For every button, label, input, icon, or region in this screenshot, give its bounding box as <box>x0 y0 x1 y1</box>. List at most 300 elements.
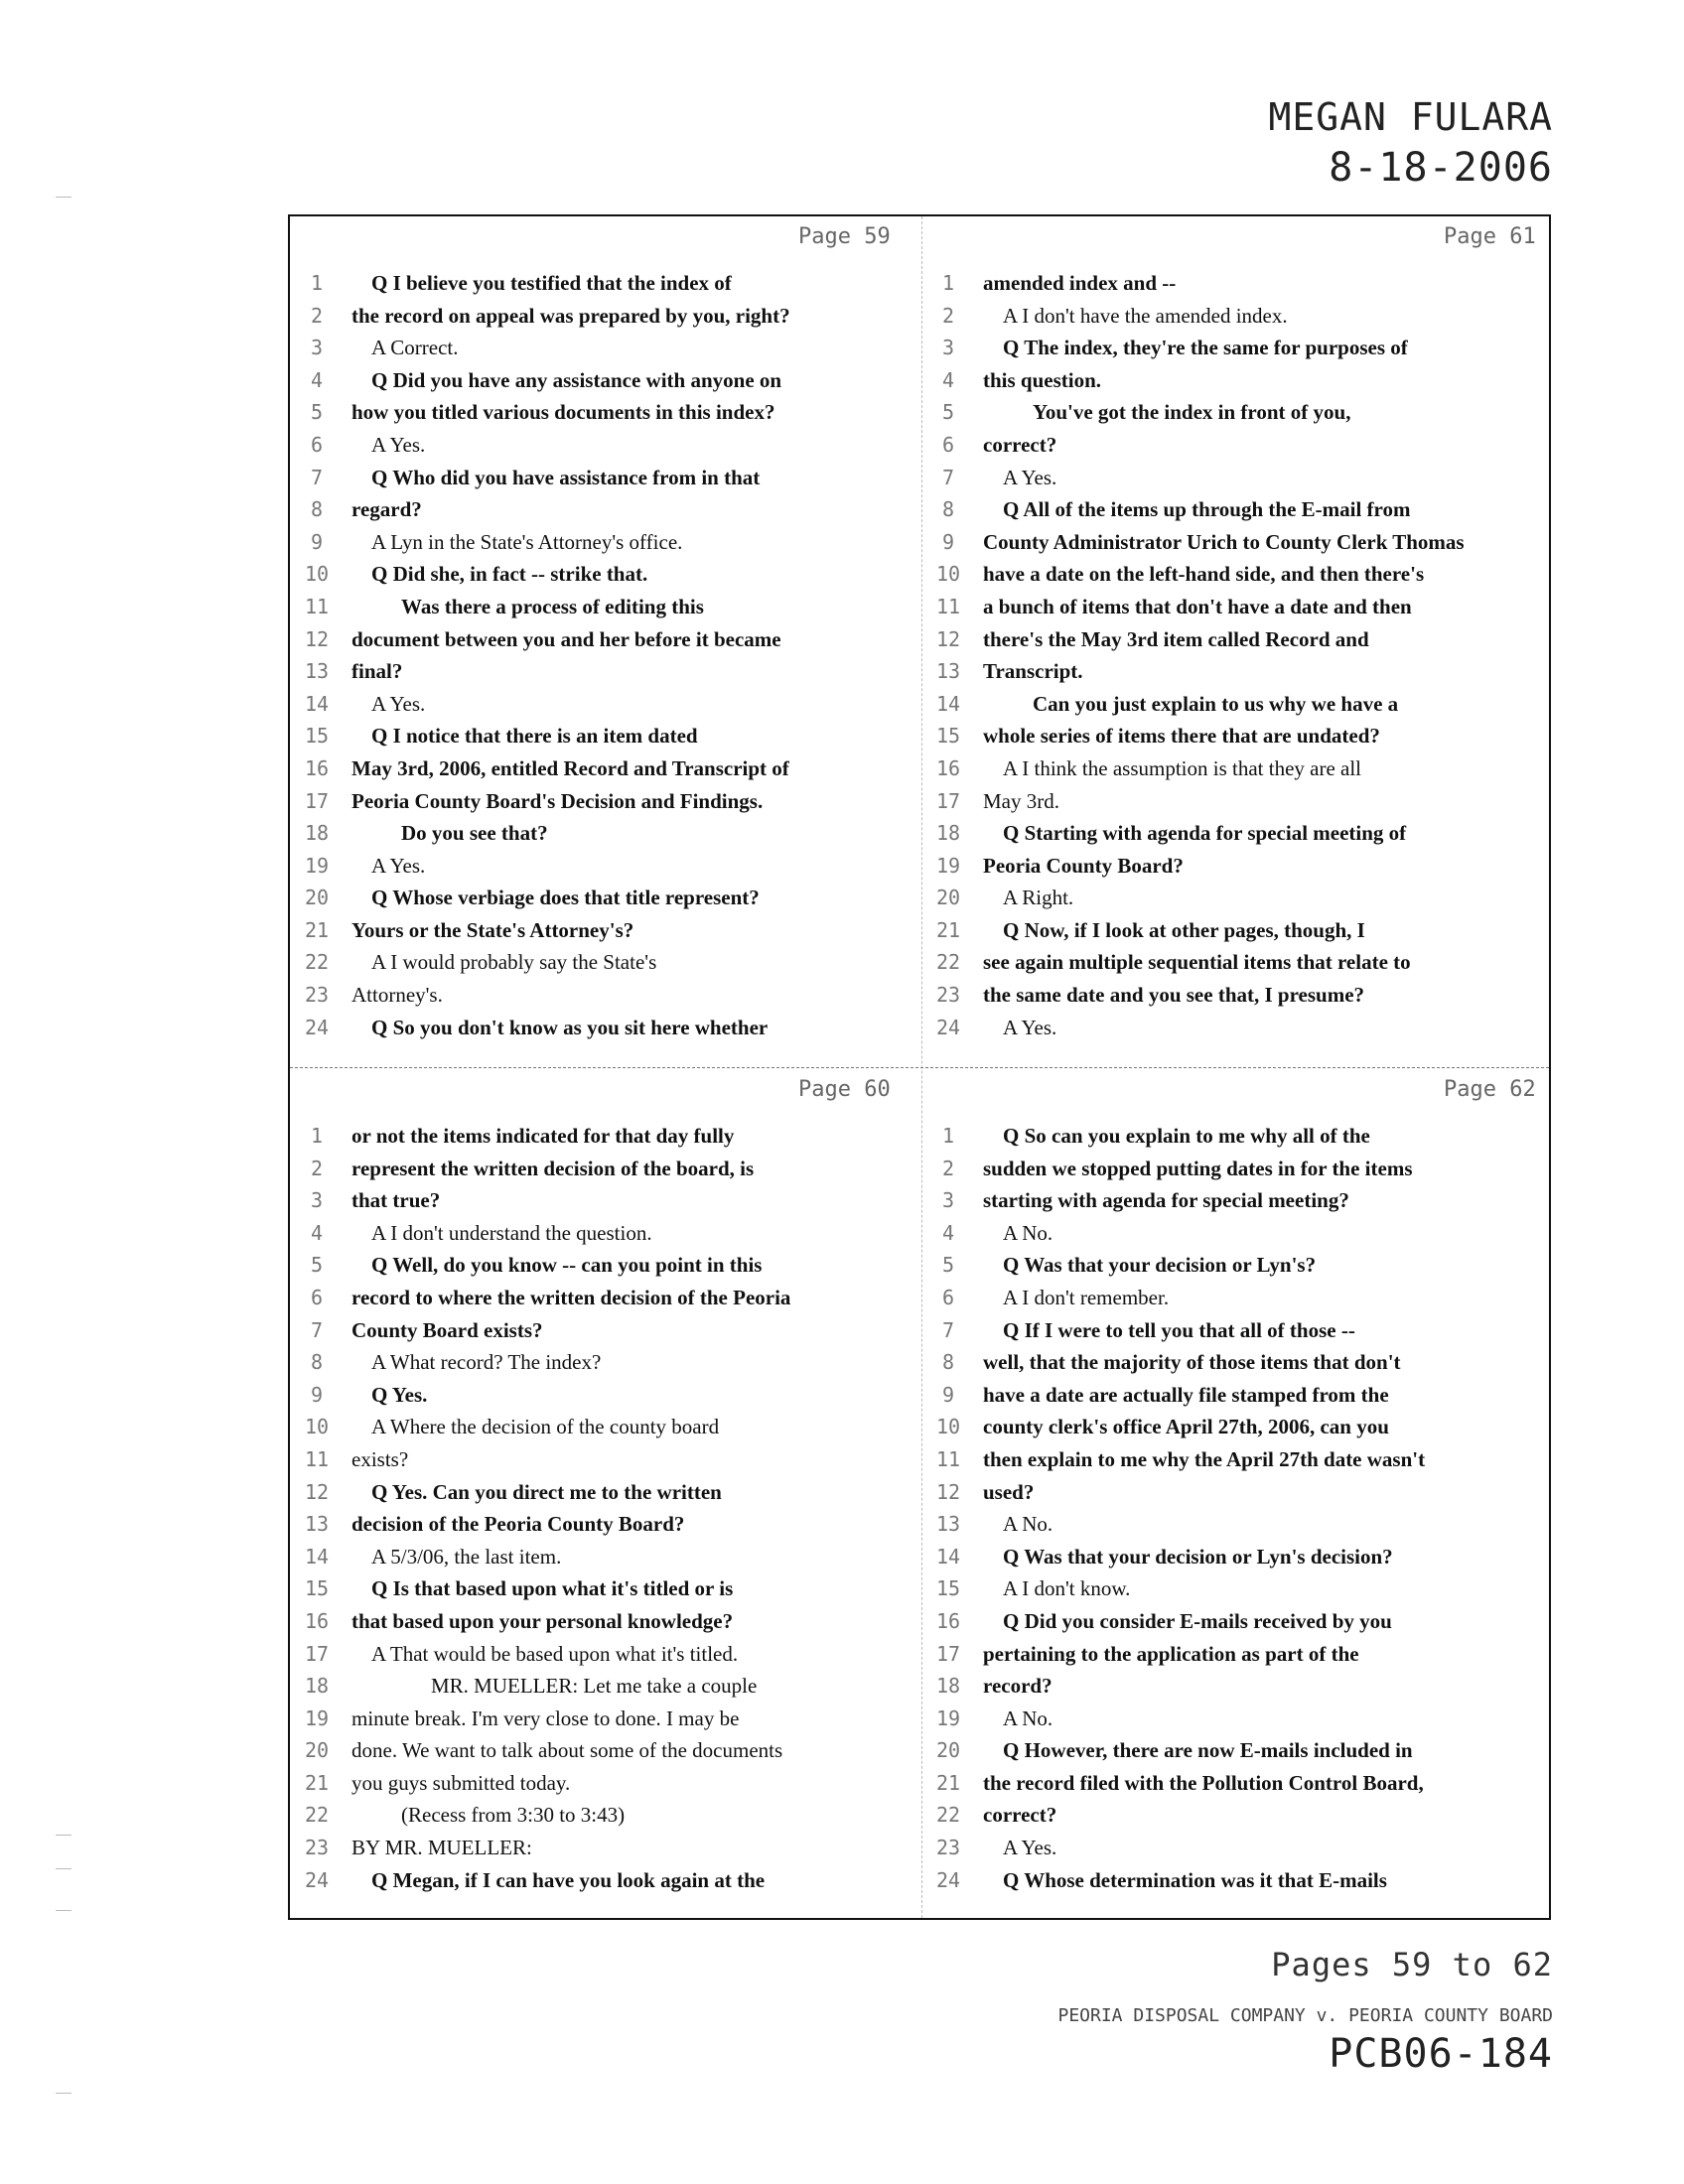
transcript-line <box>302 497 917 530</box>
line-number: 2 <box>310 303 324 328</box>
line-text: A Correct. <box>371 336 459 360</box>
line-number: 16 <box>935 755 961 780</box>
line-text: Q Yes. <box>371 1382 428 1407</box>
line-number: 23 <box>935 983 961 1008</box>
page-lines <box>933 271 1549 1047</box>
line-text: the record on appeal was prepared by you, right? <box>351 303 790 328</box>
line-text: County Board exists? <box>351 1317 543 1342</box>
line-text: sudden we stopped putting dates in for the items <box>983 1156 1413 1180</box>
transcript-line <box>933 1868 1549 1901</box>
line-text: You've got the index in front of you, <box>1033 400 1351 425</box>
line-text: record to where the written decision of the Peoria <box>351 1285 791 1309</box>
line-text: Q So can you explain to me why all of the <box>1003 1124 1370 1148</box>
transcript-line <box>933 886 1549 918</box>
transcript-line <box>933 1415 1549 1447</box>
line-text: Q If I were to tell you that all of those -- <box>1003 1317 1355 1342</box>
line-number: 18 <box>935 1674 961 1699</box>
line-text: final? <box>351 659 403 684</box>
line-text: document between you and her before it became <box>351 626 781 651</box>
transcript-line <box>933 1836 1549 1868</box>
transcript-frame <box>288 214 1551 1920</box>
transcript-line <box>933 1512 1549 1545</box>
transcript-line <box>933 1803 1549 1836</box>
transcript-line <box>302 1253 917 1286</box>
line-text: A Yes. <box>1003 465 1057 489</box>
line-text: Q Well, do you know -- can you point in this <box>371 1253 763 1278</box>
line-number: 11 <box>304 1446 330 1471</box>
line-text: that true? <box>351 1188 441 1213</box>
line-text: Q I notice that there is an item dated <box>371 724 698 749</box>
line-number: 23 <box>304 1836 330 1860</box>
line-number: 10 <box>304 1415 330 1439</box>
transcript-line <box>302 1221 917 1254</box>
line-text: Do you see that? <box>401 821 548 846</box>
transcript-line <box>302 1706 917 1739</box>
transcript-line <box>302 1016 917 1048</box>
line-number: 21 <box>304 1770 330 1795</box>
line-number: 21 <box>935 1770 961 1795</box>
transcript-line <box>302 692 917 725</box>
transcript-line <box>302 886 917 918</box>
line-text: A Yes. <box>1003 1015 1057 1039</box>
line-number: 20 <box>935 886 961 910</box>
line-number: 9 <box>310 1382 324 1407</box>
line-text: A I don't understand the question. <box>371 1220 652 1245</box>
line-number: 4 <box>310 1220 324 1245</box>
transcript-line <box>933 627 1549 660</box>
line-text: A What record? The index? <box>371 1350 602 1375</box>
line-number: 9 <box>310 529 324 554</box>
line-number: 13 <box>935 1512 961 1537</box>
transcript-line <box>933 271 1549 304</box>
transcript-line <box>933 983 1549 1016</box>
line-text: May 3rd. <box>983 788 1059 813</box>
transcript-line <box>302 756 917 789</box>
line-number: 7 <box>941 1317 955 1342</box>
transcript-line <box>933 1286 1549 1318</box>
line-text: see again multiple sequential items that relate to <box>983 950 1411 975</box>
line-text: A Yes. <box>371 691 426 716</box>
line-number: 9 <box>941 1382 955 1407</box>
line-number: 24 <box>935 1867 961 1892</box>
transcript-line <box>933 336 1549 368</box>
line-number: 15 <box>304 1576 330 1601</box>
line-number: 19 <box>935 1706 961 1730</box>
transcript-line <box>933 466 1549 498</box>
line-number: 5 <box>310 1253 324 1278</box>
deposition-date: 8-18-2006 <box>1329 145 1553 191</box>
transcript-line <box>933 1576 1549 1609</box>
page-title: Page 59 <box>798 224 891 249</box>
line-number: 8 <box>310 1350 324 1375</box>
line-text: decision of the Peoria County Board? <box>351 1512 685 1537</box>
line-text: Q Megan, if I can have you look again at the <box>371 1867 766 1892</box>
line-text: this question. <box>983 367 1102 392</box>
transcript-line <box>302 1188 917 1221</box>
line-number: 11 <box>304 594 330 618</box>
line-text: Q Now, if I look at other pages, though, I <box>1003 917 1365 942</box>
line-number: 17 <box>304 788 330 813</box>
transcript-line <box>302 1836 917 1868</box>
transcript-line <box>302 1350 917 1383</box>
page-title: Page 60 <box>798 1077 891 1102</box>
transcript-line <box>933 789 1549 822</box>
line-number: 14 <box>304 1544 330 1569</box>
transcript-line <box>302 433 917 466</box>
transcript-line <box>302 1803 917 1836</box>
line-text: Q Did she, in fact -- strike that. <box>371 562 648 587</box>
transcript-line <box>302 304 917 337</box>
transcript-page-62 <box>933 1069 1549 1903</box>
line-number: 5 <box>941 1253 955 1278</box>
line-number: 6 <box>310 432 324 457</box>
transcript-line <box>933 821 1549 854</box>
line-number: 22 <box>304 950 330 975</box>
transcript-line <box>302 1738 917 1771</box>
line-number: 20 <box>935 1738 961 1763</box>
line-number: 6 <box>941 1285 955 1309</box>
line-number: 13 <box>304 659 330 684</box>
line-text: Yours or the State's Attorney's? <box>351 917 634 942</box>
line-text: Q Whose determination was it that E-mails <box>1003 1867 1387 1892</box>
page-lines <box>302 1124 917 1900</box>
row-divider <box>290 1067 1549 1068</box>
line-text: (Recess from 3:30 to 3:43) <box>401 1803 626 1828</box>
line-number: 12 <box>304 1479 330 1504</box>
transcript-line <box>302 789 917 822</box>
case-caption: PEORIA DISPOSAL COMPANY v. PEORIA COUNTY BOARD <box>1057 2005 1553 2026</box>
line-number: 6 <box>310 1285 324 1309</box>
margin-mark <box>56 1868 71 1869</box>
transcript-line <box>302 466 917 498</box>
line-number: 9 <box>941 529 955 554</box>
line-text: or not the items indicated for that day fully <box>351 1124 735 1148</box>
line-number: 5 <box>310 400 324 425</box>
line-text: Q Did you have any assistance with anyone on <box>371 367 782 392</box>
margin-mark <box>56 1910 71 1911</box>
line-text: Q Is that based upon what it's titled or is <box>371 1576 734 1601</box>
line-text: correct? <box>983 1803 1057 1828</box>
transcript-line <box>302 595 917 627</box>
line-number: 3 <box>310 1188 324 1213</box>
transcript-line <box>933 595 1549 627</box>
line-number: 22 <box>935 950 961 975</box>
line-text: Can you just explain to us why we have a <box>1033 691 1399 716</box>
transcript-line <box>302 1286 917 1318</box>
line-number: 2 <box>941 303 955 328</box>
transcript-line <box>933 1383 1549 1416</box>
line-text: a bunch of items that don't have a date and then <box>983 594 1412 618</box>
line-text: well, that the majority of those items that don't <box>983 1350 1401 1375</box>
line-number: 10 <box>935 1415 961 1439</box>
line-text: have a date on the left-hand side, and then there's <box>983 562 1425 587</box>
transcript-line <box>302 271 917 304</box>
line-text: A I don't know. <box>1003 1576 1131 1601</box>
transcript-line <box>933 1253 1549 1286</box>
transcript-line <box>933 1738 1549 1771</box>
line-text: A Right. <box>1003 886 1074 910</box>
transcript-line <box>933 1771 1549 1804</box>
transcript-line <box>302 1512 917 1545</box>
line-text: A Yes. <box>371 432 426 457</box>
line-text: Peoria County Board? <box>983 853 1184 878</box>
line-number: 3 <box>310 336 324 360</box>
transcript-line <box>302 1415 917 1447</box>
line-number: 24 <box>304 1015 330 1039</box>
line-text: county clerk's office April 27th, 2006, can you <box>983 1415 1389 1439</box>
line-text: A No. <box>1003 1220 1053 1245</box>
line-number: 13 <box>935 659 961 684</box>
case-number: PCB06-184 <box>1329 2031 1553 2077</box>
transcript-page-59 <box>302 216 917 1050</box>
page-lines <box>302 271 917 1047</box>
line-number: 15 <box>935 1576 961 1601</box>
line-text: County Administrator Urich to County Clerk Thomas <box>983 529 1465 554</box>
transcript-line <box>302 1447 917 1480</box>
transcript-line <box>933 1609 1549 1642</box>
line-number: 15 <box>935 724 961 749</box>
line-number: 10 <box>304 562 330 587</box>
transcript-line <box>933 1642 1549 1675</box>
transcript-line <box>933 433 1549 466</box>
line-text: Q Was that your decision or Lyn's? <box>1003 1253 1317 1278</box>
line-number: 7 <box>310 465 324 489</box>
transcript-line <box>302 1674 917 1706</box>
line-text: A I don't have the amended index. <box>1003 303 1288 328</box>
line-text: Q Starting with agenda for special meeting of <box>1003 821 1407 846</box>
line-number: 12 <box>935 1479 961 1504</box>
line-number: 13 <box>304 1512 330 1537</box>
line-number: 16 <box>304 1608 330 1633</box>
line-text: Peoria County Board's Decision and Findings. <box>351 788 764 813</box>
page-title: Page 62 <box>1444 1077 1536 1102</box>
line-number: 14 <box>935 1544 961 1569</box>
line-text: A No. <box>1003 1706 1053 1730</box>
line-text: pertaining to the application as part of the <box>983 1641 1359 1666</box>
line-number: 18 <box>304 1674 330 1699</box>
transcript-line <box>933 692 1549 725</box>
transcript-line <box>933 950 1549 983</box>
transcript-line <box>933 368 1549 401</box>
line-number: 24 <box>935 1015 961 1039</box>
line-number: 19 <box>935 853 961 878</box>
transcript-line <box>933 400 1549 433</box>
transcript-line <box>302 1124 917 1157</box>
line-number: 18 <box>304 821 330 846</box>
line-text: A I would probably say the State's <box>371 950 657 975</box>
margin-mark <box>56 2093 71 2094</box>
line-text: Q All of the items up through the E-mail from <box>1003 497 1411 522</box>
line-text: Q I believe you testified that the index of <box>371 271 732 295</box>
line-number: 23 <box>935 1836 961 1860</box>
line-number: 10 <box>935 562 961 587</box>
line-text: you guys submitted today. <box>351 1770 571 1795</box>
line-text: amended index and -- <box>983 271 1177 295</box>
line-text: A 5/3/06, the last item. <box>371 1544 562 1569</box>
page-lines <box>933 1124 1549 1900</box>
line-text: A No. <box>1003 1512 1053 1537</box>
line-number: 3 <box>941 336 955 360</box>
transcript-line <box>933 562 1549 595</box>
line-text: Q However, there are now E-mails included in <box>1003 1738 1413 1763</box>
transcript-line <box>933 854 1549 887</box>
line-text: A Yes. <box>1003 1836 1057 1860</box>
line-number: 17 <box>935 1641 961 1666</box>
line-text: A Where the decision of the county board <box>371 1415 720 1439</box>
line-number: 24 <box>304 1867 330 1892</box>
line-text: exists? <box>351 1446 409 1471</box>
transcript-line <box>302 854 917 887</box>
transcript-line <box>302 1318 917 1351</box>
line-text: A Lyn in the State's Attorney's office. <box>371 529 683 554</box>
line-number: 2 <box>310 1156 324 1180</box>
margin-mark <box>56 197 71 198</box>
line-text: correct? <box>983 432 1057 457</box>
transcript-line <box>302 918 917 951</box>
transcript-line <box>933 497 1549 530</box>
line-text: starting with agenda for special meeting? <box>983 1188 1349 1213</box>
transcript-line <box>933 1674 1549 1706</box>
transcript-line <box>302 400 917 433</box>
transcript-line <box>933 659 1549 692</box>
transcript-line <box>302 821 917 854</box>
transcript-line <box>302 659 917 692</box>
transcript-line <box>302 1609 917 1642</box>
transcript-line <box>302 1157 917 1189</box>
line-number: 1 <box>941 1124 955 1148</box>
transcript-line <box>302 1480 917 1513</box>
line-number: 21 <box>935 917 961 942</box>
line-text: Q Who did you have assistance from in that <box>371 465 761 489</box>
line-text: Attorney's. <box>351 983 443 1008</box>
line-number: 20 <box>304 886 330 910</box>
line-text: that based upon your personal knowledge? <box>351 1608 734 1633</box>
transcript-line <box>302 562 917 595</box>
transcript-line <box>933 1188 1549 1221</box>
transcript-line <box>933 724 1549 756</box>
transcript-line <box>933 1706 1549 1739</box>
transcript-line <box>302 1545 917 1577</box>
margin-mark <box>56 1835 71 1836</box>
page-title: Page 61 <box>1444 224 1536 249</box>
line-text: May 3rd, 2006, entitled Record and Transcript of <box>351 755 789 780</box>
line-number: 16 <box>304 755 330 780</box>
line-number: 20 <box>304 1738 330 1763</box>
line-text: Q Was that your decision or Lyn's decision? <box>1003 1544 1393 1569</box>
line-number: 17 <box>935 788 961 813</box>
transcript-line <box>933 530 1549 563</box>
line-number: 19 <box>304 1706 330 1730</box>
line-text: represent the written decision of the board, is <box>351 1156 755 1180</box>
transcript-line <box>302 1383 917 1416</box>
transcript-line <box>302 1576 917 1609</box>
line-number: 7 <box>310 1317 324 1342</box>
transcript-line <box>933 1447 1549 1480</box>
transcript-line <box>933 756 1549 789</box>
line-number: 8 <box>310 497 324 522</box>
line-number: 5 <box>941 400 955 425</box>
transcript-line <box>302 724 917 756</box>
line-number: 22 <box>304 1803 330 1828</box>
transcript-line <box>933 1480 1549 1513</box>
line-text: the record filed with the Pollution Control Board, <box>983 1770 1424 1795</box>
transcript-page-61 <box>933 216 1549 1050</box>
line-text: Was there a process of editing this <box>401 594 704 618</box>
line-number: 21 <box>304 917 330 942</box>
transcript-line <box>302 336 917 368</box>
line-text: Q Did you consider E-mails received by you <box>1003 1608 1392 1633</box>
line-text: used? <box>983 1479 1035 1504</box>
line-text: record? <box>983 1674 1052 1699</box>
transcript-line <box>302 368 917 401</box>
line-number: 16 <box>935 1608 961 1633</box>
transcript-line <box>302 983 917 1016</box>
line-number: 4 <box>941 367 955 392</box>
transcript-line <box>933 1545 1549 1577</box>
line-text: Q The index, they're the same for purposes of <box>1003 336 1408 360</box>
line-text: done. We want to talk about some of the documents <box>351 1738 783 1763</box>
line-number: 2 <box>941 1156 955 1180</box>
transcript-line <box>302 627 917 660</box>
line-text: have a date are actually file stamped from the <box>983 1382 1389 1407</box>
line-number: 7 <box>941 465 955 489</box>
line-number: 15 <box>304 724 330 749</box>
transcript-line <box>302 1642 917 1675</box>
line-number: 19 <box>304 853 330 878</box>
line-number: 11 <box>935 1446 961 1471</box>
line-text: Q So you don't know as you sit here whether <box>371 1015 769 1039</box>
line-number: 22 <box>935 1803 961 1828</box>
transcript-line <box>933 1016 1549 1048</box>
line-number: 8 <box>941 497 955 522</box>
line-number: 4 <box>310 367 324 392</box>
line-text: there's the May 3rd item called Record and <box>983 626 1369 651</box>
transcript-line <box>933 1350 1549 1383</box>
line-text: Transcript. <box>983 659 1083 684</box>
line-text: Q Yes. Can you direct me to the written <box>371 1479 722 1504</box>
line-number: 1 <box>310 1124 324 1148</box>
line-text: A Yes. <box>371 853 426 878</box>
line-text: A That would be based upon what it's titled. <box>371 1641 739 1666</box>
line-text: then explain to me why the April 27th date wasn't <box>983 1446 1426 1471</box>
line-text: how you titled various documents in this index? <box>351 400 775 425</box>
line-text: Q Whose verbiage does that title represent? <box>371 886 760 910</box>
line-text: regard? <box>351 497 422 522</box>
line-number: 23 <box>304 983 330 1008</box>
line-text: the same date and you see that, I presume? <box>983 983 1365 1008</box>
line-text: whole series of items there that are undated? <box>983 724 1380 749</box>
transcript-line <box>933 1157 1549 1189</box>
line-number: 8 <box>941 1350 955 1375</box>
line-number: 4 <box>941 1220 955 1245</box>
line-number: 12 <box>304 626 330 651</box>
line-number: 14 <box>935 691 961 716</box>
line-number: 1 <box>310 271 324 295</box>
line-number: 1 <box>941 271 955 295</box>
transcript-line <box>933 1318 1549 1351</box>
line-number: 14 <box>304 691 330 716</box>
line-text: A I don't remember. <box>1003 1285 1170 1309</box>
line-text: BY MR. MUELLER: <box>351 1836 532 1860</box>
page-range: Pages 59 to 62 <box>1271 1946 1553 1983</box>
line-number: 6 <box>941 432 955 457</box>
transcript-line <box>302 1771 917 1804</box>
line-text: MR. MUELLER: Let me take a couple <box>431 1674 758 1699</box>
transcript-line <box>302 530 917 563</box>
transcript-line <box>933 1221 1549 1254</box>
line-number: 3 <box>941 1188 955 1213</box>
line-number: 18 <box>935 821 961 846</box>
